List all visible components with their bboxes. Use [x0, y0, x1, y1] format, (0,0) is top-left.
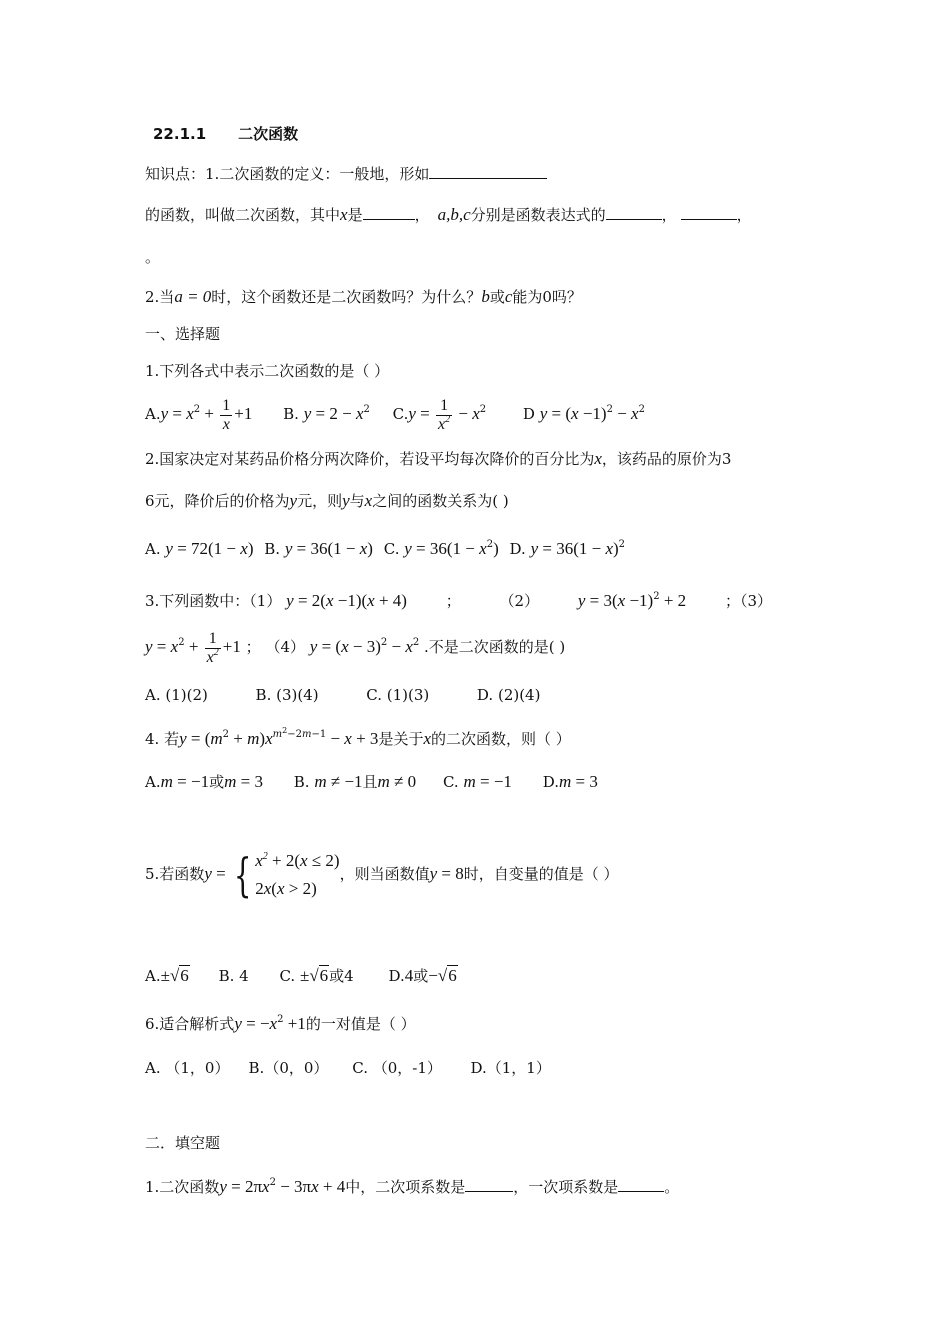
section-heading: [153, 123, 298, 145]
piecewise-cases: $x^2 + 2(x \le 2)$ 2x(x > 2): [255, 851, 340, 898]
answer-blank[interactable]: [465, 1175, 513, 1192]
q4-options: A.m = −1或m = 3 B. m ≠ −1且m ≠ 0 C. m = −1 D.m = 3: [145, 772, 598, 791]
fill-question-1: 1.二次函数$y = 2\pi x^2 - 3\pi x + 4$中，二次项系数是 ，一次项系数是 。: [145, 1177, 680, 1196]
fraction-1-over-x: $\frac{1}{x}$: [222, 396, 231, 433]
q4-stem: 4. 若$y = (m^2 + m)x^{m^2-2m-1} - x + 3$是关于x的二次函数，则（ ）: [145, 726, 571, 748]
knowledge-line-3: 。: [145, 248, 161, 266]
q1-options: $A.y = x^2$ + $\frac{1}{x}$ +1 B. $y = 2 - x^2$ C.y = $\frac{1}{x^2}$ − $x^2$ D $y = (x -1)^2 - x^2$: [145, 396, 645, 433]
q3-stem-line-1: 3.下列函数中：（1） y = 2(x −1)(x + 4) ； （2） $y = 3(x -1)^2 + 2$ ；（3）: [145, 591, 773, 610]
q2-options: A. y = 72(1 − x) B. y = 36(1 − x) C. $y = 36(1 - x^2)$ D. $y = 36(1 - x)^2$: [145, 539, 626, 558]
knowledge-line-2: 的函数，叫做二次函数，其中x是 ， a,b,c分别是函数表达式的 ， ，: [145, 205, 752, 224]
q1-stem: 1.下列各式中表示二次函数的是（ ）: [145, 362, 390, 380]
fraction-1-over-x2: $\frac{1}{x^2}$: [206, 629, 219, 666]
knowledge-line-1: 知识点：1.二次函数的定义：一般地，形如: [145, 162, 547, 185]
fraction-1-over-x2: $\frac{1}{x^2}$: [438, 396, 451, 433]
q5-options: A.±√6 B. 4 C. ±√6或4 D.4或−√6: [145, 966, 457, 985]
q2-stem-line-1: 2.国家决定对某药品价格分两次降价，若设平均每次降价的百分比为x，该药品的原价为3: [145, 449, 732, 468]
answer-blank[interactable]: [606, 203, 662, 220]
part2-heading: 二．填空题: [145, 1134, 221, 1152]
q5-stem: 5.若函数y = { $x^2 + 2(x \le 2)$ 2x(x > 2) ，则当函数值y = 8时，自变量的值是（ ）: [145, 848, 619, 902]
answer-blank[interactable]: [429, 162, 547, 179]
answer-blank[interactable]: [363, 203, 415, 220]
knowledge-question-2: 2.当a = 0时，这个函数还是二次函数吗？为什么？b或c能为0吗？: [145, 287, 582, 306]
part1-heading: 一、选择题: [145, 325, 221, 343]
section-title: 二次函数: [238, 125, 299, 143]
section-number: 22.1.1: [153, 125, 207, 143]
left-brace: {: [233, 848, 252, 902]
q3-stem-line-2: $y = x^2$ + $\frac{1}{x^2}$ +1 ； （4） $y = (x - 3)^2 - x^2$ .不是二次函数的是( ): [145, 629, 566, 666]
q2-stem-line-2: 6元，降价后的价格为y元，则y与x之间的函数关系为( ): [145, 491, 509, 510]
answer-blank[interactable]: [618, 1175, 664, 1192]
q3-options: A. (1)(2) B. (3)(4) C. (1)(3) D. (2)(4): [145, 686, 541, 704]
q6-stem: 6.适合解析式$y = -x^2 +1$的一对值是（ ）: [145, 1014, 416, 1033]
answer-blank[interactable]: [681, 203, 737, 220]
q6-options: A. （1，0） B.（0，0） C. （0，-1） D.（1，1）: [145, 1059, 551, 1077]
